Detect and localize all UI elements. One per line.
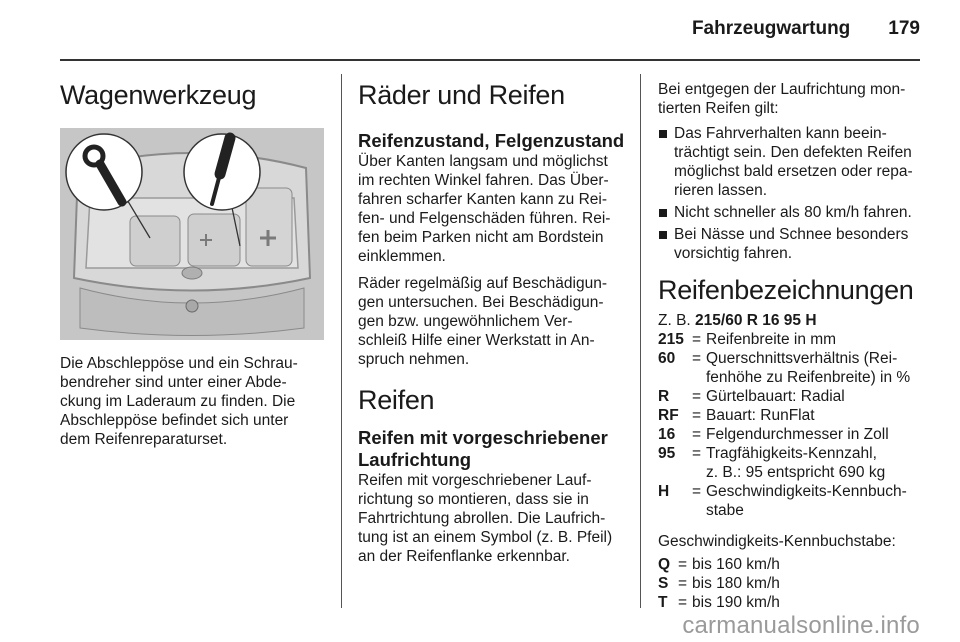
speed-equals: = [678, 575, 688, 592]
paragraph-directional: Reifen mit vorgeschriebener Lauf- richtung so montieren, dass sie in Fahrtrichtung abrollen. Die Laufrich- tung ist an einem Symbol (z. B. Pfeil) an der Reifenflanke erkennbar. [358, 472, 613, 565]
definition-row [658, 482, 928, 520]
speed-row [658, 593, 928, 612]
page-number: 179 [888, 18, 920, 39]
column-divider-1 [341, 74, 342, 608]
speed-term: Q [658, 556, 671, 573]
definition-equals: = [692, 407, 702, 424]
example-prefix: Z. B. [658, 312, 696, 329]
definition-equals: = [692, 445, 702, 462]
watermark: carmanualsonline.info [682, 612, 920, 639]
section-heading-tyres: Reifen [358, 385, 435, 415]
example-code: 215/60 R 16 95 H [695, 312, 817, 329]
column-tools [60, 74, 325, 449]
speed-letter-heading: Geschwindigkeits-Kennbuchstabe: [658, 533, 896, 550]
definition-term: 60 [658, 350, 676, 367]
definition-equals: = [692, 483, 702, 500]
definition-text: Querschnittsverhältnis (Rei- fenhöhe zu Reifenbreite) in % [706, 350, 911, 386]
definition-row [658, 406, 928, 425]
tow-eye-icon [66, 134, 142, 210]
reverse-mounting-intro: Bei entgegen der Laufrichtung mon- tierten Reifen gilt: [658, 81, 906, 117]
page-header [692, 18, 920, 48]
definition-equals: = [692, 426, 702, 443]
definition-text: Bauart: RunFlat [706, 407, 815, 424]
definition-term: 95 [658, 445, 676, 462]
designation-example [658, 311, 928, 330]
definition-text: Felgendurchmesser in Zoll [706, 426, 889, 443]
definition-term: R [658, 388, 670, 405]
tools-caption: Die Abschleppöse und ein Schrau- bendreher sind unter einer Abde- ckung im Laderaum zu finden. Die Abschleppöse befindet sich unter dem Reifenreparaturset. [60, 355, 298, 448]
speed-definitions [658, 555, 928, 612]
column-divider-2 [640, 74, 641, 608]
speed-text: bis 160 km/h [692, 556, 780, 573]
definition-equals: = [692, 331, 702, 348]
definition-row [658, 330, 928, 349]
definition-text: Gürtelbauart: Radial [706, 388, 845, 405]
definition-text: Reifenbreite in mm [706, 331, 837, 348]
designation-definitions [658, 330, 928, 520]
definition-row [658, 349, 928, 387]
column-wheels-tyres [358, 74, 628, 566]
speed-term: T [658, 594, 668, 611]
speed-text: bis 180 km/h [692, 575, 780, 592]
paragraph-inspection: Räder regelmäßig auf Beschädigun- gen untersuchen. Bei Beschädigun- gen bzw. ungewöhnlichem Ver- schleiß Hilfe einer Werkstatt in An- spruch nehmen. [358, 275, 607, 368]
definition-text: Geschwindigkeits-Kennbuch- stabe [706, 483, 907, 519]
definition-equals: = [692, 388, 702, 405]
speed-equals: = [678, 594, 688, 611]
definition-term: 215 [658, 331, 684, 348]
definition-row [658, 387, 928, 406]
speed-text: bis 190 km/h [692, 594, 780, 611]
section-heading-designations: Reifenbezeichnungen [658, 275, 914, 305]
definition-text: Tragfähigkeits-Kennzahl, z. B.: 95 entspricht 690 kg [706, 445, 886, 481]
list-item: Das Fahrverhalten kann beein- trächtigt sein. Den defekten Reifen möglichst bald ersetzen oder repa- rieren lassen. [658, 124, 928, 200]
speed-equals: = [678, 556, 688, 573]
definition-equals: = [692, 350, 702, 367]
list-item: Bei Nässe und Schnee besonders vorsichtig fahren. [658, 225, 928, 263]
car-tools-illustration [60, 128, 324, 340]
screwdriver-icon [184, 134, 260, 210]
section-heading-tools: Wagenwerkzeug [60, 80, 257, 110]
definition-term: H [658, 483, 670, 500]
list-item: Nicht schneller als 80 km/h fahren. [658, 203, 928, 222]
header-title: Fahrzeugwartung [691, 18, 851, 39]
column-tyre-designations [658, 74, 928, 612]
definition-row [658, 425, 928, 444]
subheading-tyre-condition: Reifenzustand, Felgenzustand [358, 130, 625, 151]
definition-row [658, 444, 928, 482]
speed-term: S [658, 575, 669, 592]
definition-term: 16 [658, 426, 676, 443]
paragraph-kerbs: Über Kanten langsam und möglichst im rechten Winkel fahren. Das Über- fahren scharfer Kanten kann zu Rei- fen- und Felgenschäden führen. Rei- fen beim Parken nicht am Bordstein einklemmen. [358, 153, 611, 265]
subheading-directional-tyres: Reifen mit vorgeschriebener Laufrichtung [358, 427, 608, 470]
section-heading-wheels: Räder und Reifen [358, 80, 565, 110]
speed-row [658, 555, 928, 574]
definition-term: RF [658, 407, 679, 424]
speed-row [658, 574, 928, 593]
header-rule [60, 59, 920, 61]
reverse-mounting-bullets [658, 124, 928, 263]
